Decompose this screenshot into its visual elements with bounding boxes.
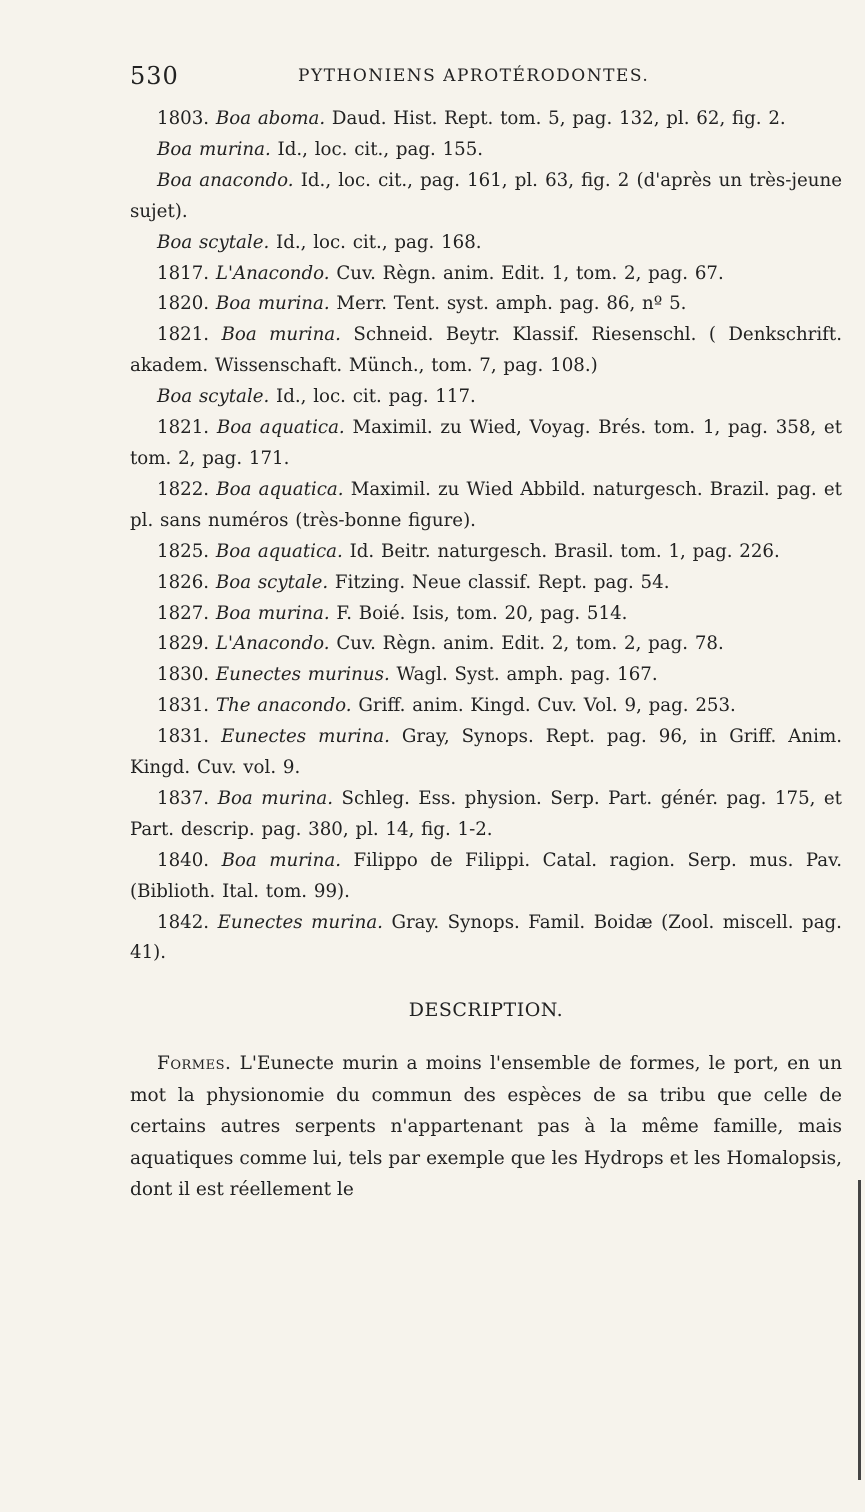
entry-reference: Schleg. Ess. physion. Serp. Part. génér. pag. 175, et Part. descrip. pag. 380, pl. 14, fig. 1-2. [130, 787, 842, 840]
entry-year: 1827. [157, 602, 210, 624]
synonymy-entry [130, 784, 842, 846]
entry-reference: Maximil. zu Wied, Voyag. Brés. tom. 1, pag. 358, et tom. 2, pag. 171. [130, 417, 842, 469]
entry-reference: Merr. Tent. syst. amph. pag. 86, nº 5. [336, 293, 687, 315]
running-title: PYTHONIENS APROTÉRODONTES. [298, 66, 650, 86]
page-edge-line [858, 1180, 861, 1480]
entry-year: 1837. [157, 787, 210, 809]
entry-year: 1831. [157, 726, 210, 748]
entry-reference: Id., loc. cit., pag. 168. [276, 231, 482, 253]
entry-species-name: Boa aquatica. [216, 478, 344, 500]
entry-year: 1831. [157, 695, 210, 717]
synonymy-entry [130, 135, 842, 166]
entry-species-name: Boa murina. [215, 293, 330, 315]
synonymy-entry [130, 691, 842, 722]
entry-year: 1830. [157, 664, 210, 686]
entry-reference: Filippo de Filippi. Catal. ragion. Serp. mus. Pav. (Biblioth. Ital. tom. 99). [130, 849, 842, 902]
entry-reference: Id., loc. cit. pag. 117. [276, 386, 476, 408]
synonymy-entry [130, 475, 842, 537]
synonymy-entry [130, 722, 842, 784]
synonymy-entry [130, 599, 842, 630]
entry-species-name: Boa anacondo. [157, 169, 294, 191]
entry-species-name: Boa aquatica. [215, 540, 343, 562]
synonymy-entry [130, 289, 842, 320]
section-heading: DESCRIPTION. [408, 999, 564, 1022]
description-lead: Formes. [157, 1053, 232, 1075]
entry-year: 1820. [157, 293, 210, 315]
entry-species-name: Eunectes murina. [221, 726, 390, 748]
entry-reference: Daud. Hist. Rept. tom. 5, pag. 132, pl. 62, fig. 2. [331, 108, 786, 129]
entry-species-name: The anacondo. [215, 695, 352, 717]
synonymy-entry [130, 568, 842, 599]
entry-reference: Id. Beitr. naturgesch. Brasil. tom. 1, pag. 226. [349, 540, 780, 562]
entry-reference: Id., loc. cit., pag. 161, pl. 63, fig. 2 (d'après un très-jeune sujet). [130, 169, 842, 222]
entry-species-name: Boa aboma. [215, 108, 326, 129]
page-header [130, 62, 675, 92]
entry-species-name: Boa aquatica. [216, 417, 345, 439]
entry-year: 1842. [157, 911, 210, 933]
entry-year: 1817. [157, 262, 210, 284]
entry-reference: Gray, Synops. Rept. pag. 96, in Griff. Anim. Kingd. Cuv. vol. 9. [130, 726, 842, 779]
entry-reference: Maximil. zu Wied Abbild. naturgesch. Brazil. pag. et pl. sans numéros (très-bonne figure). [130, 478, 842, 531]
entry-year: 1822. [157, 478, 210, 500]
entry-year: 1821. [157, 324, 210, 346]
entry-reference: Cuv. Règn. anim. Edit. 2, tom. 2, pag. 78. [336, 633, 724, 655]
entry-species-name: Boa murina. [215, 602, 330, 624]
entry-year: 1829. [157, 633, 210, 655]
entry-species-name: Boa murina. [157, 138, 271, 160]
entry-reference: Schneid. Beytr. Klassif. Riesenschl. ( Denkschrift. akadem. Wissenschaft. Münch., tom. 7, pag. 108.) [130, 324, 842, 377]
entry-year: 1840. [157, 849, 210, 871]
entry-year: 1826. [157, 571, 210, 593]
entry-reference: Wagl. Syst. amph. pag. 167. [396, 664, 658, 686]
entry-species-name: Boa scytale. [157, 231, 270, 253]
entry-species-name: Boa murina. [217, 787, 334, 809]
description-text: L'Eunecte murin a moins l'ensemble de formes, le port, en un mot la physionomie du commun des espèces de sa tribu que celle de certains autres serpents n'appartenant pas à la même famille, mais aquatiques comme lui, tels par exemple que les Hydrops et les Homalopsis, dont il est réellement le [130, 1053, 842, 1200]
entry-species-name: Boa murina. [221, 324, 341, 346]
entry-reference: Id., loc. cit., pag. 155. [277, 138, 484, 160]
entry-reference: Cuv. Règn. anim. Edit. 1, tom. 2, pag. 67. [336, 262, 724, 284]
page-number: 530 [130, 62, 179, 90]
entry-year: 1803. [157, 108, 210, 129]
synonymy-entry [130, 660, 842, 691]
synonymy-entry [130, 537, 842, 568]
description-paragraph [130, 1048, 842, 1205]
entry-species-name: Eunectes murinus. [215, 664, 390, 686]
page-content [130, 104, 842, 1205]
synonymy-entry [130, 104, 842, 135]
synonymy-entry [130, 320, 842, 382]
entry-reference: Fitzing. Neue classif. Rept. pag. 54. [334, 571, 670, 593]
entry-year: 1825. [157, 540, 210, 562]
synonymy-entry [130, 908, 842, 970]
entry-species-name: L'Anacondo. [215, 633, 330, 655]
entry-year: 1821. [157, 417, 210, 439]
synonymy-entry [130, 382, 842, 413]
synonymy-entry [130, 413, 842, 475]
entry-reference: F. Boié. Isis, tom. 20, pag. 514. [336, 602, 628, 624]
synonymy-list [130, 104, 842, 969]
entry-reference: Griff. anim. Kingd. Cuv. Vol. 9, pag. 253. [358, 695, 736, 717]
entry-species-name: Boa scytale. [157, 386, 270, 408]
entry-species-name: Boa murina. [221, 849, 342, 871]
synonymy-entry [130, 166, 842, 228]
synonymy-entry [130, 629, 842, 660]
entry-species-name: Boa scytale. [215, 571, 329, 593]
synonymy-entry [130, 846, 842, 908]
synonymy-entry [130, 228, 842, 259]
entry-species-name: L'Anacondo. [215, 262, 330, 284]
entry-reference: Gray. Synops. Famil. Boidæ (Zool. miscell. pag. 41). [130, 911, 842, 964]
entry-species-name: Eunectes murina. [217, 911, 383, 933]
synonymy-entry [130, 259, 842, 290]
